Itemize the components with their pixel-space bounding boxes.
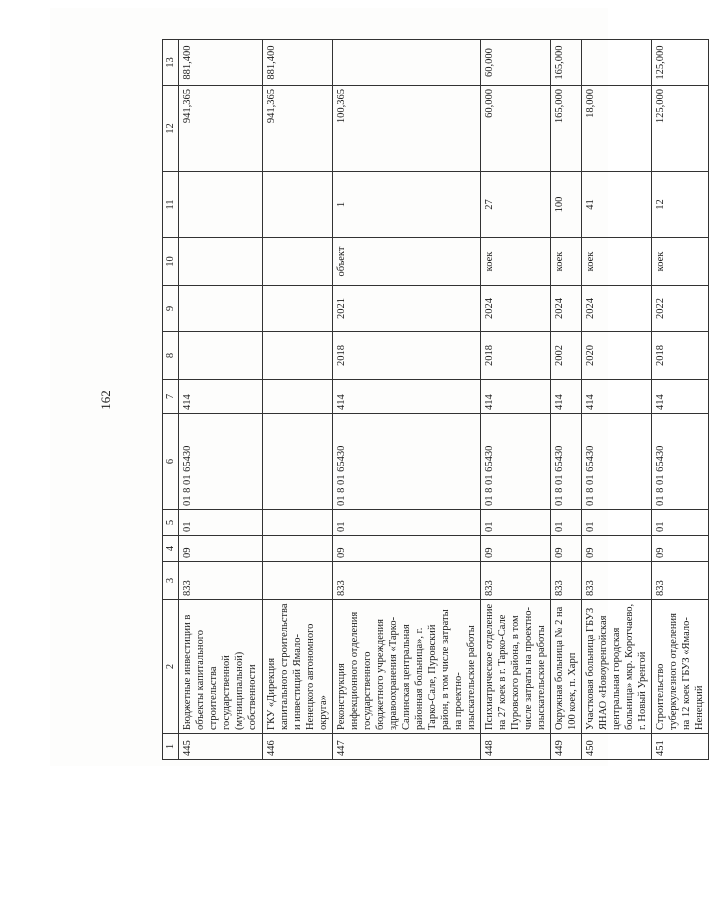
column-header: 6 (163, 414, 179, 510)
row-name: Строительство туберкулезного отделения на 12 коек ГБУЗ «Ямало-Ненецкий (652, 600, 709, 734)
column-header: 12 (163, 86, 179, 172)
row-cell: 01 (333, 510, 481, 536)
row-cell: 09 (333, 536, 481, 562)
row-cell: объект (333, 238, 481, 286)
row-cell: 2024 (481, 286, 551, 332)
row-cell: 2018 (481, 332, 551, 380)
row-name: Реконструкция инфекционного отделения государственного бюджетного учреждения здравоохранения «Тарко-Салинская центральная районная больница», г. Тарко-Сале, Пуровский район, в том числе затраты на проектно-изыскательские работы (333, 600, 481, 734)
row-cell: 833 (582, 562, 652, 600)
column-header: 1 (163, 734, 179, 760)
row-cell: 12 (652, 172, 709, 238)
row-cell: 414 (481, 380, 551, 414)
table-row (652, 40, 709, 760)
row-cell (582, 40, 652, 86)
row-cell (263, 562, 333, 600)
row-cell: 941,365 (179, 86, 263, 172)
row-cell (263, 380, 333, 414)
row-cell: 27 (481, 172, 551, 238)
row-number: 447 (333, 734, 481, 760)
row-cell: 01 8 01 65430 (333, 414, 481, 510)
row-cell: 833 (481, 562, 551, 600)
row-cell: 125,000 (652, 40, 709, 86)
column-header: 5 (163, 510, 179, 536)
table-row (551, 40, 582, 760)
row-cell (179, 286, 263, 332)
row-cell: 833 (333, 562, 481, 600)
row-cell: 01 (551, 510, 582, 536)
row-cell: 2024 (582, 286, 652, 332)
row-cell (263, 286, 333, 332)
row-cell: 881,400 (179, 40, 263, 86)
header-row (163, 40, 179, 760)
column-header: 4 (163, 536, 179, 562)
row-cell: коек (551, 238, 582, 286)
row-cell: 414 (333, 380, 481, 414)
row-cell: 833 (179, 562, 263, 600)
row-cell: 125,000 (652, 86, 709, 172)
row-cell (179, 238, 263, 286)
table-row (179, 40, 263, 760)
row-name: Бюджетные инвестиции в объекты капитального строительства государственной (муниципальной) собственности (179, 600, 263, 734)
row-cell: 165,000 (551, 86, 582, 172)
table-container (162, 40, 705, 760)
row-cell (263, 332, 333, 380)
row-cell (263, 238, 333, 286)
row-cell: 833 (652, 562, 709, 600)
row-number: 451 (652, 734, 709, 760)
row-cell: 881,400 (263, 40, 333, 86)
table-row (333, 40, 481, 760)
row-number: 445 (179, 734, 263, 760)
row-name: ГКУ «Дирекция капитального строительства и инвестиций Ямало-Ненецкого автономного округа» (263, 600, 333, 734)
row-number: 446 (263, 734, 333, 760)
table-row (582, 40, 652, 760)
row-cell: 2020 (582, 332, 652, 380)
row-cell: 01 8 01 65430 (582, 414, 652, 510)
row-cell: 60,000 (481, 40, 551, 86)
column-header: 9 (163, 286, 179, 332)
row-cell: 09 (652, 536, 709, 562)
row-cell (263, 536, 333, 562)
column-header: 11 (163, 172, 179, 238)
table-row (263, 40, 333, 760)
row-cell: 2021 (333, 286, 481, 332)
row-cell: 2018 (652, 332, 709, 380)
row-cell: 01 8 01 65430 (179, 414, 263, 510)
row-cell: 100,365 (333, 86, 481, 172)
row-cell: 1 (333, 172, 481, 238)
row-cell (263, 172, 333, 238)
row-cell (179, 172, 263, 238)
row-cell: 2022 (652, 286, 709, 332)
investment-table (162, 39, 709, 760)
row-cell: 100 (551, 172, 582, 238)
row-cell: 165,000 (551, 40, 582, 86)
row-name: Психиатрическое отделение на 27 коек в г. Тарко-Сале Пуровского района, в том числе затраты на проектно-изыскательские работы (481, 600, 551, 734)
row-cell: 01 8 01 65430 (481, 414, 551, 510)
column-header: 7 (163, 380, 179, 414)
row-number: 449 (551, 734, 582, 760)
row-cell: 941,365 (263, 86, 333, 172)
scanned-page (50, 8, 705, 766)
page-number: 162 (98, 390, 113, 410)
column-header: 2 (163, 600, 179, 734)
row-cell: 2024 (551, 286, 582, 332)
row-cell: 09 (481, 536, 551, 562)
row-cell: 41 (582, 172, 652, 238)
row-cell: 414 (652, 380, 709, 414)
column-header: 3 (163, 562, 179, 600)
row-cell: 414 (582, 380, 652, 414)
row-cell: 01 8 01 65430 (652, 414, 709, 510)
row-name: Участковая больница ГБУЗ ЯНАО «Новоуренгойская центральная городская больница» мкр. Коротчаево, г. Новый Уренгой (582, 600, 652, 734)
row-cell: 01 (582, 510, 652, 536)
row-cell: 01 (481, 510, 551, 536)
row-cell: 01 (652, 510, 709, 536)
column-header: 8 (163, 332, 179, 380)
row-cell: 18,000 (582, 86, 652, 172)
table-row (481, 40, 551, 760)
row-cell (263, 414, 333, 510)
row-cell: 09 (582, 536, 652, 562)
row-cell: 01 8 01 65430 (551, 414, 582, 510)
row-cell (333, 40, 481, 86)
column-header: 13 (163, 40, 179, 86)
row-cell: коек (582, 238, 652, 286)
row-cell: коек (481, 238, 551, 286)
row-cell: 01 (179, 510, 263, 536)
row-cell: коек (652, 238, 709, 286)
row-name: Окружная больница № 2 на 100 коек, п. Харп (551, 600, 582, 734)
row-cell: 833 (551, 562, 582, 600)
row-cell: 09 (551, 536, 582, 562)
column-header: 10 (163, 238, 179, 286)
row-cell: 414 (551, 380, 582, 414)
row-cell (263, 510, 333, 536)
row-cell (179, 332, 263, 380)
row-cell: 414 (179, 380, 263, 414)
row-cell: 2018 (333, 332, 481, 380)
row-number: 450 (582, 734, 652, 760)
row-cell: 09 (179, 536, 263, 562)
row-cell: 60,000 (481, 86, 551, 172)
row-number: 448 (481, 734, 551, 760)
row-cell: 2002 (551, 332, 582, 380)
